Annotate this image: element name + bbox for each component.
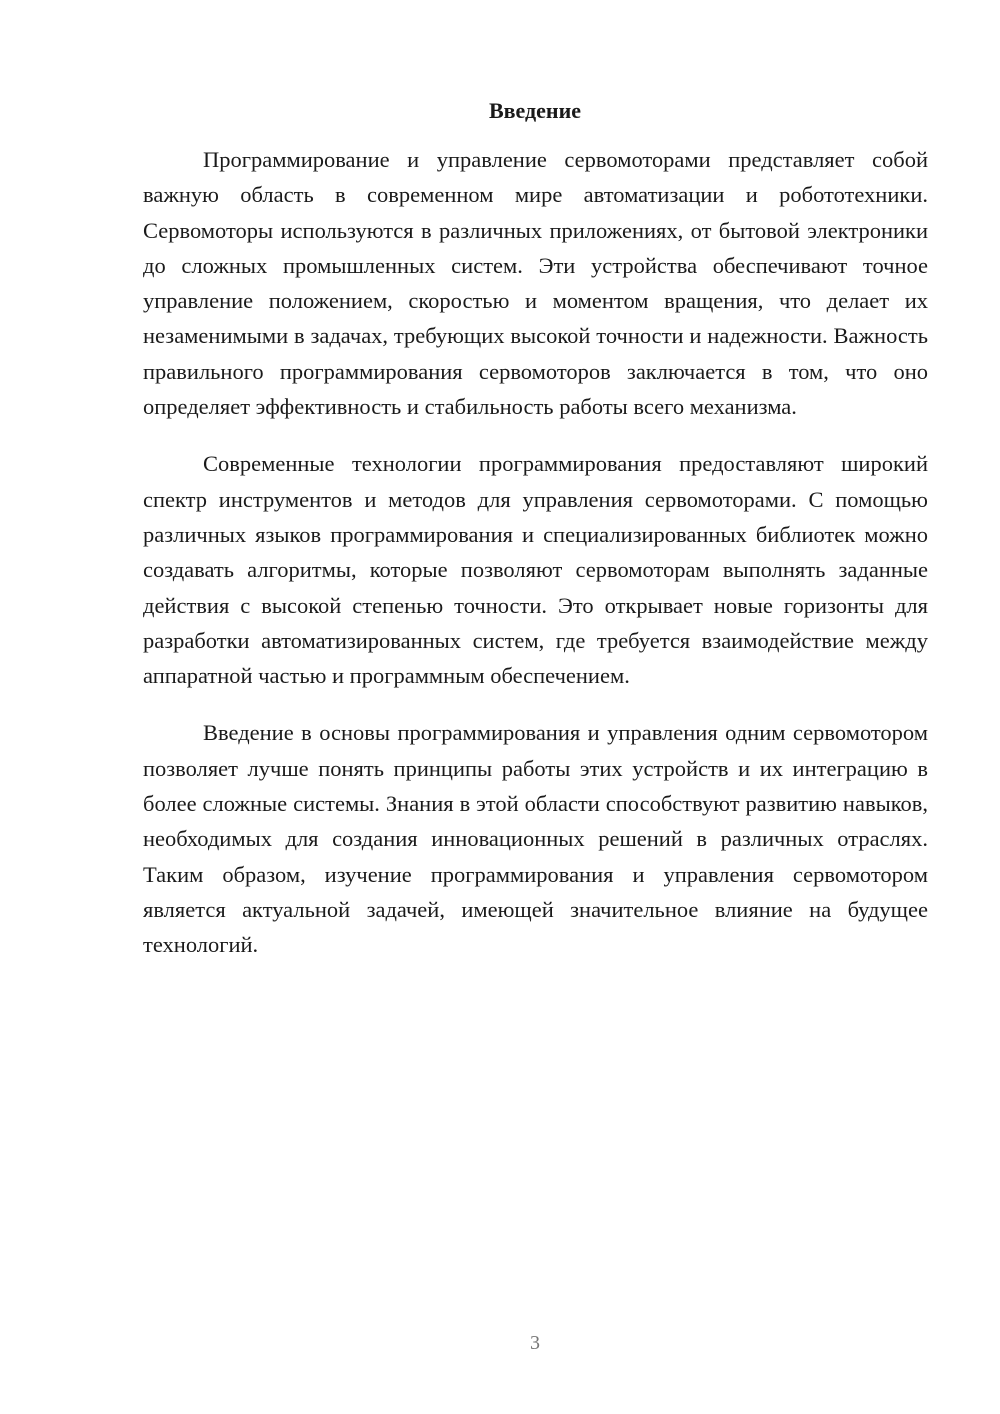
page-number: 3 <box>530 1332 540 1354</box>
paragraph-2: Современные технологии программирования предоставляют широкий спектр инструментов и методов для управления сервомоторами. С помощью различных языков программирования и специализированных библиотек можно создавать алгоритмы, которые позволяют сервомоторам выполнять заданные действия с высокой степенью точности. Это открывает новые горизонты для разработки автоматизированных систем, где требуется взаимодействие между аппаратной частью и программным обеспечением. <box>143 451 928 689</box>
section-heading: Введение <box>488 98 582 123</box>
body-text <box>143 142 928 985</box>
paragraph-3: Введение в основы программирования и управления одним сервомотором позволяет лучше понять принципы работы этих устройств и их интеграцию в более сложные системы. Знания в этой области способствуют развитию навыков, необходимых для создания инновационных решений в различных отраслях. Таким образом, изучение программирования и управления сервомотором является актуальной задачей, имеющей значительное влияние на будущее технологий. <box>143 720 928 958</box>
paragraph-1: Программирование и управление сервомоторами представляет собой важную область в современном мире автоматизации и робототехники. Сервомоторы используются в различных приложениях, от бытовой электроники до сложных промышленных систем. Эти устройства обеспечивают точное управление положением, скоростью и моментом вращения, что делает их незаменимыми в задачах, требующих высокой точности и надежности. Важность правильного программирования сервомоторов заключается в том, что оно определяет эффективность и стабильность работы всего механизма. <box>143 147 928 420</box>
